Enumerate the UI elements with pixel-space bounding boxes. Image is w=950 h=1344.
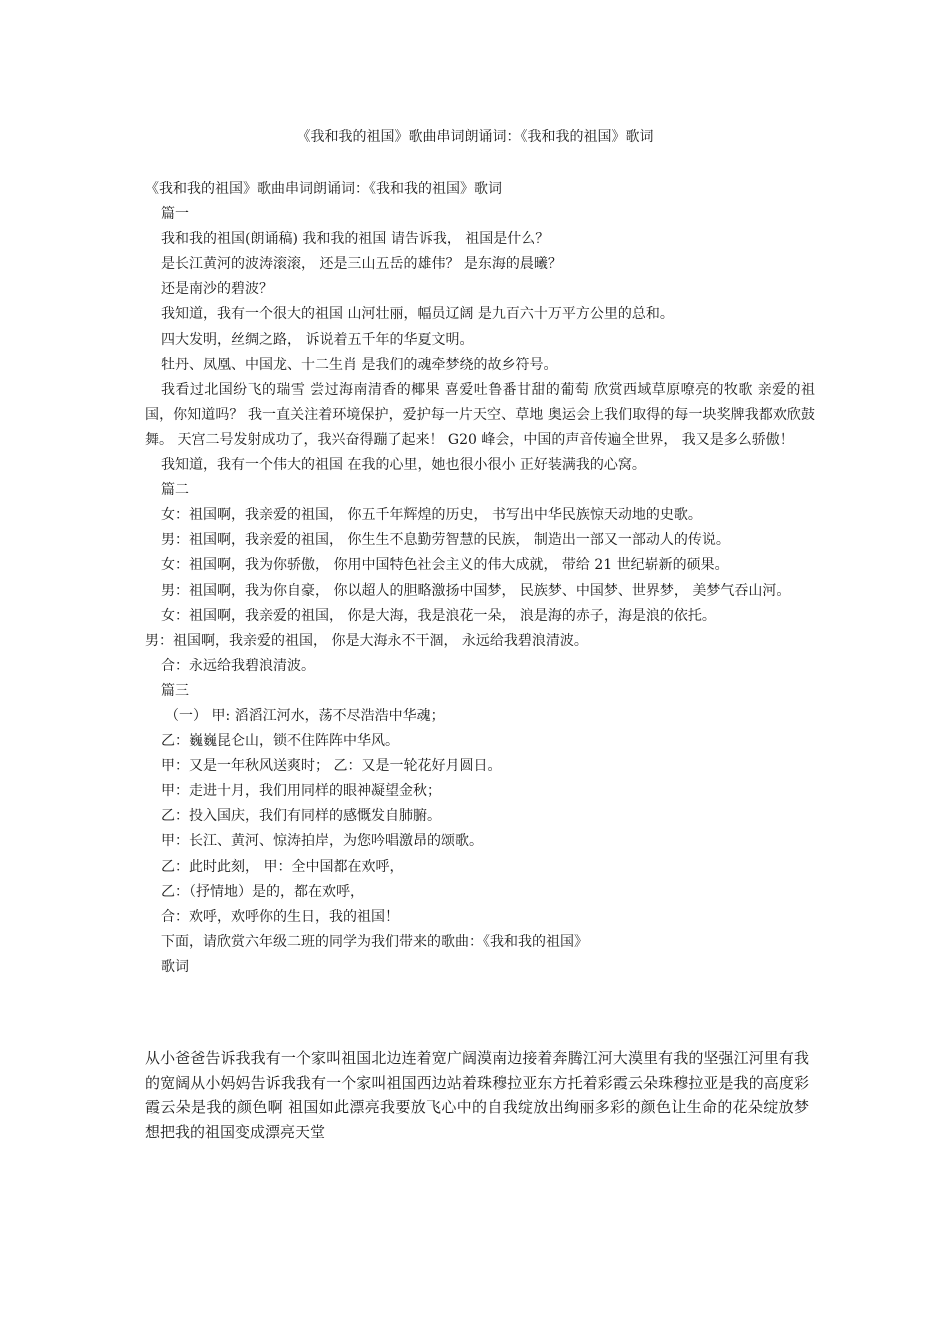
part3-line: 乙：（抒情地）是的，都在欢呼， [161,883,364,900]
part1-heading: 篇一 [161,206,189,223]
part3-line: （一） 甲: 滔滔江河水，荡不尽浩浩中华魂； [165,707,445,724]
part2-line: 女：祖国啊，我为你骄傲， 你用中国特色社会主义的伟大成就， 带给 21 世纪崭新的硕果。 [161,557,729,574]
document-body [145,177,815,980]
part3-heading: 篇三 [161,682,189,699]
part3-line: 下面，请欣赏六年级二班的同学为我们带来的歌曲：《我和我的祖国》 [161,933,588,950]
subtitle: 《我和我的祖国》歌曲串词朗诵词：《我和我的祖国》歌词 [145,181,502,197]
part2-line: 女：祖国啊，我亲爱的祖国， 你五千年辉煌的历史， 书写出中华民族惊天动地的史歌。 [161,507,702,524]
part3-line: 甲：又是一年秋风送爽时； 乙：又是一轮花好月圆日。 [161,758,502,775]
part3-line: 乙：此时此刻， 甲：全中国都在欢呼， [161,858,404,875]
part1-line: 牡丹、凤凰、中国龙、十二生肖 是我们的魂牵梦绕的故乡符号。 [161,356,558,373]
part2-heading: 篇二 [161,482,189,499]
part2-line: 男：祖国啊，我为你自豪， 你以超人的胆略激扬中国梦， 民族梦、中国梦、世界梦， 美梦气吞山河。 [161,582,791,599]
part2-line: 男：祖国啊，我亲爱的祖国， 你生生不息勤劳智慧的民族， 制造出一部又一部动人的传说。 [161,532,730,549]
part1-line: 四大发明，丝绸之路， 诉说着五千年的华夏文明。 [161,331,474,348]
part2-line: 男：祖国啊，我亲爱的祖国， 你是大海永不干涸， 永远给我碧浪清波。 [145,632,588,649]
part3-line: 乙：投入国庆，我们有同样的感慨发自肺腑。 [161,808,441,825]
lyrics-heading: 歌词 [161,958,189,975]
part3-line: 甲：走进十月，我们用同样的眼神凝望金秋； [161,783,441,800]
part1-line: 我和我的祖国(朗诵稿) 我和我的祖国 请告诉我， 祖国是什么？ [161,231,550,248]
part1-line: 还是南沙的碧波？ [161,281,273,298]
part3-line: 乙：巍巍昆仑山，锁不住阵阵中华风。 [161,733,399,750]
part1-line: 我知道，我有一个很大的祖国 山河壮丽，幅员辽阔 是九百六十万平方公里的总和。 [161,306,674,323]
part3-line: 甲：长江、黄河、惊涛拍岸，为您吟唱激昂的颂歌。 [161,833,483,850]
document-title: 《我和我的祖国》歌曲串词朗诵词：《我和我的祖国》歌词 [296,129,654,145]
part2-line: 合：永远给我碧浪清波。 [161,657,315,674]
part1-closing: 我知道，我有一个伟大的祖国 在我的心里，她也很小很小 正好装满我的心窝。 [161,457,646,474]
part1-line: 是长江黄河的波涛滚滚， 还是三山五岳的雄伟？ 是东海的晨曦？ [161,256,562,273]
part3-line: 合：欢呼，欢呼你的生日，我的祖国！ [161,908,399,925]
part2-line: 女：祖国啊，我亲爱的祖国， 你是大海，我是浪花一朵， 浪是海的赤子，海是浪的依托。 [161,607,716,624]
part1-paragraph: 我看过北国纷飞的瑞雪 尝过海南清香的椰果 喜爱吐鲁番甘甜的葡萄 欣赏西域草原嘹亮的牧歌 亲爱的祖国，你知道吗？ 我一直关注着环境保护，爱护每一片天空、草地 奥运会上我们取得的每一块奖牌我都欢欣鼓舞。 天宫二号发射成功了，我兴奋得蹦了起来！ G20 峰会，中国的声音传遍全世界， 我又是多么骄傲！ [145,381,815,448]
lyrics-paragraph: 从小爸爸告诉我我有一个家叫祖国北边连着宽广阔漠南边接着奔腾江河大漠里有我的坚强江河里有我的宽阔从小妈妈告诉我我有一个家叫祖国西边站着珠穆拉亚东方托着彩霞云朵珠穆拉亚是我的高度彩霞云朵是我的颜色啊 祖国如此漂亮我要放飞心中的自我绽放出绚丽多彩的颜色让生命的花朵绽放梦想把我的祖国变成漂亮天堂 [145,1049,809,1141]
